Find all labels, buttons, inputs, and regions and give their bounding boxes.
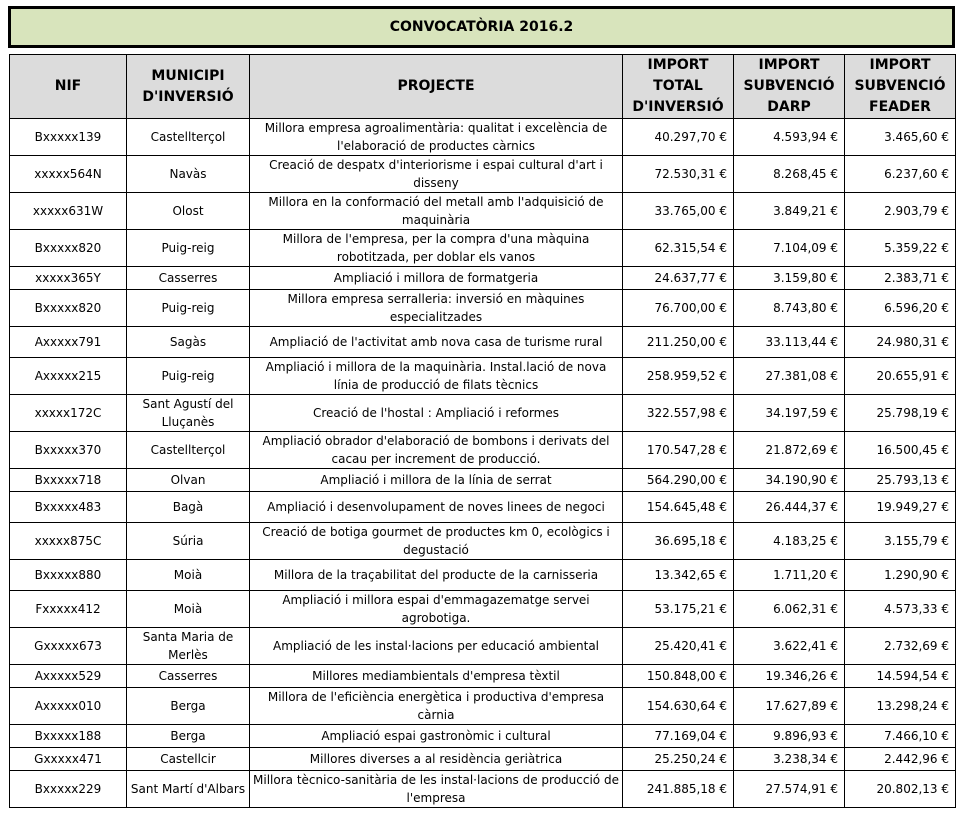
subvencio-darp-cell: 21.872,69 € xyxy=(734,432,845,469)
import-total-cell: 154.645,48 € xyxy=(623,492,734,523)
subvencio-feader-cell: 13.298,24 € xyxy=(845,688,956,725)
subvencio-darp-cell: 3.622,41 € xyxy=(734,628,845,665)
table-row xyxy=(10,432,956,469)
projecte-cell: Ampliació de l'activitat amb nova casa de turisme rural xyxy=(250,327,623,358)
table-row xyxy=(10,395,956,432)
municipi-cell: Moià xyxy=(127,560,250,591)
projecte-cell: Ampliació obrador d'elaboració de bombons i derivats del cacau per increment de producció. xyxy=(250,432,623,469)
table-row xyxy=(10,327,956,358)
subvencio-darp-cell: 3.159,80 € xyxy=(734,267,845,290)
municipi-cell: Santa Maria de Merlès xyxy=(127,628,250,665)
subvencio-darp-cell: 1.711,20 € xyxy=(734,560,845,591)
header-row xyxy=(10,55,956,119)
nif-cell: Axxxxx791 xyxy=(10,327,127,358)
subvencio-darp-cell: 33.113,44 € xyxy=(734,327,845,358)
nif-cell: Gxxxxx471 xyxy=(10,748,127,771)
table-row xyxy=(10,560,956,591)
nif-cell: Bxxxxx188 xyxy=(10,725,127,748)
projecte-cell: Millora de la traçabilitat del producte de la carnisseria xyxy=(250,560,623,591)
import-total-cell: 62.315,54 € xyxy=(623,230,734,267)
table-row xyxy=(10,628,956,665)
subvencio-feader-cell: 19.949,27 € xyxy=(845,492,956,523)
municipi-cell: Puig-reig xyxy=(127,230,250,267)
municipi-cell: Sant Agustí del Lluçanès xyxy=(127,395,250,432)
subvencio-feader-cell: 14.594,54 € xyxy=(845,665,956,688)
import-total-cell: 241.885,18 € xyxy=(623,771,734,808)
subvencio-feader-cell: 3.465,60 € xyxy=(845,119,956,156)
subvencio-feader-cell: 2.732,69 € xyxy=(845,628,956,665)
subvencio-darp-cell: 19.346,26 € xyxy=(734,665,845,688)
table-row xyxy=(10,119,956,156)
municipi-cell: Olvan xyxy=(127,469,250,492)
municipi-cell: Castellcir xyxy=(127,748,250,771)
projecte-cell: Creació de botiga gourmet de productes km 0, ecològics i degustació xyxy=(250,523,623,560)
projecte-cell: Ampliació i desenvolupament de noves linees de negoci xyxy=(250,492,623,523)
table-row xyxy=(10,688,956,725)
table-row xyxy=(10,591,956,628)
projecte-cell: Millora empresa agroalimentària: qualitat i excelència de l'elaboració de productes càrnics xyxy=(250,119,623,156)
municipi-cell: Puig-reig xyxy=(127,290,250,327)
nif-cell: Bxxxxx139 xyxy=(10,119,127,156)
municipi-cell: Bagà xyxy=(127,492,250,523)
subvencio-feader-cell: 2.383,71 € xyxy=(845,267,956,290)
nif-cell: Axxxxx215 xyxy=(10,358,127,395)
municipi-cell: Sagàs xyxy=(127,327,250,358)
subvencio-darp-cell: 3.849,21 € xyxy=(734,193,845,230)
import-total-cell: 76.700,00 € xyxy=(623,290,734,327)
import-total-cell: 25.250,24 € xyxy=(623,748,734,771)
import-total-cell: 25.420,41 € xyxy=(623,628,734,665)
subvencio-darp-cell: 27.381,08 € xyxy=(734,358,845,395)
table-row xyxy=(10,469,956,492)
projecte-cell: Millora empresa serralleria: inversió en màquines especialitzades xyxy=(250,290,623,327)
municipi-cell: Castellterçol xyxy=(127,432,250,469)
import-total-cell: 322.557,98 € xyxy=(623,395,734,432)
subvencio-feader-cell: 6.596,20 € xyxy=(845,290,956,327)
nif-cell: Fxxxxx412 xyxy=(10,591,127,628)
subvencio-feader-cell: 20.655,91 € xyxy=(845,358,956,395)
subvencio-darp-cell: 4.593,94 € xyxy=(734,119,845,156)
subvencio-feader-cell: 16.500,45 € xyxy=(845,432,956,469)
table-row xyxy=(10,290,956,327)
header-import-total: IMPORT TOTAL D'INVERSIÓ xyxy=(623,55,734,119)
subvencio-feader-cell: 4.573,33 € xyxy=(845,591,956,628)
subvencio-feader-cell: 6.237,60 € xyxy=(845,156,956,193)
header-subvencio-feader: IMPORT SUBVENCIÓ FEADER xyxy=(845,55,956,119)
import-total-cell: 13.342,65 € xyxy=(623,560,734,591)
projecte-cell: Ampliació i millora de la línia de serrat xyxy=(250,469,623,492)
subvencio-darp-cell: 6.062,31 € xyxy=(734,591,845,628)
municipi-cell: Casserres xyxy=(127,267,250,290)
projecte-cell: Creació de despatx d'interiorisme i espai cultural d'art i disseny xyxy=(250,156,623,193)
projecte-cell: Ampliació i millora de la maquinària. Instal.lació de nova línia de producció de filats tècnics xyxy=(250,358,623,395)
projecte-cell: Millora de l'eficiència energètica i productiva d'empresa càrnia xyxy=(250,688,623,725)
subvencio-darp-cell: 8.268,45 € xyxy=(734,156,845,193)
projecte-cell: Ampliació de les instal·lacions per educació ambiental xyxy=(250,628,623,665)
subvencio-feader-cell: 25.793,13 € xyxy=(845,469,956,492)
subvencio-feader-cell: 3.155,79 € xyxy=(845,523,956,560)
table-row xyxy=(10,156,956,193)
table-row xyxy=(10,748,956,771)
subvencio-feader-cell: 7.466,10 € xyxy=(845,725,956,748)
subvencio-darp-cell: 7.104,09 € xyxy=(734,230,845,267)
grants-table xyxy=(9,54,956,808)
nif-cell: xxxxx365Y xyxy=(10,267,127,290)
municipi-cell: Súria xyxy=(127,523,250,560)
table-row xyxy=(10,230,956,267)
header-projecte: PROJECTE xyxy=(250,55,623,119)
nif-cell: xxxxx631W xyxy=(10,193,127,230)
import-total-cell: 72.530,31 € xyxy=(623,156,734,193)
nif-cell: xxxxx172C xyxy=(10,395,127,432)
nif-cell: xxxxx875C xyxy=(10,523,127,560)
table-row xyxy=(10,267,956,290)
table-row xyxy=(10,771,956,808)
import-total-cell: 77.169,04 € xyxy=(623,725,734,748)
municipi-cell: Olost xyxy=(127,193,250,230)
import-total-cell: 40.297,70 € xyxy=(623,119,734,156)
import-total-cell: 33.765,00 € xyxy=(623,193,734,230)
table-title: CONVOCATÒRIA 2016.2 xyxy=(8,6,955,48)
subvencio-darp-cell: 34.190,90 € xyxy=(734,469,845,492)
import-total-cell: 53.175,21 € xyxy=(623,591,734,628)
nif-cell: Bxxxxx483 xyxy=(10,492,127,523)
subvencio-darp-cell: 9.896,93 € xyxy=(734,725,845,748)
municipi-cell: Puig-reig xyxy=(127,358,250,395)
subvencio-darp-cell: 8.743,80 € xyxy=(734,290,845,327)
projecte-cell: Ampliació i millora de formatgeria xyxy=(250,267,623,290)
import-total-cell: 154.630,64 € xyxy=(623,688,734,725)
projecte-cell: Millora tècnico-sanitària de les instal·lacions de producció de l'empresa xyxy=(250,771,623,808)
import-total-cell: 258.959,52 € xyxy=(623,358,734,395)
nif-cell: Bxxxxx880 xyxy=(10,560,127,591)
municipi-cell: Berga xyxy=(127,725,250,748)
projecte-cell: Millora de l'empresa, per la compra d'una màquina robotitzada, per doblar els vanos xyxy=(250,230,623,267)
import-total-cell: 211.250,00 € xyxy=(623,327,734,358)
nif-cell: Axxxxx010 xyxy=(10,688,127,725)
subvencio-darp-cell: 27.574,91 € xyxy=(734,771,845,808)
municipi-cell: Casserres xyxy=(127,665,250,688)
nif-cell: Bxxxxx370 xyxy=(10,432,127,469)
subvencio-feader-cell: 5.359,22 € xyxy=(845,230,956,267)
table-row xyxy=(10,193,956,230)
table-row xyxy=(10,523,956,560)
import-total-cell: 150.848,00 € xyxy=(623,665,734,688)
nif-cell: Gxxxxx673 xyxy=(10,628,127,665)
projecte-cell: Ampliació espai gastronòmic i cultural xyxy=(250,725,623,748)
table-row xyxy=(10,492,956,523)
subvencio-darp-cell: 17.627,89 € xyxy=(734,688,845,725)
subvencio-feader-cell: 2.903,79 € xyxy=(845,193,956,230)
import-total-cell: 36.695,18 € xyxy=(623,523,734,560)
subvencio-feader-cell: 24.980,31 € xyxy=(845,327,956,358)
municipi-cell: Moià xyxy=(127,591,250,628)
nif-cell: Bxxxxx229 xyxy=(10,771,127,808)
projecte-cell: Ampliació i millora espai d'emmagazematge servei agrobotiga. xyxy=(250,591,623,628)
nif-cell: xxxxx564N xyxy=(10,156,127,193)
import-total-cell: 564.290,00 € xyxy=(623,469,734,492)
municipi-cell: Navàs xyxy=(127,156,250,193)
table-row xyxy=(10,725,956,748)
nif-cell: Bxxxxx718 xyxy=(10,469,127,492)
projecte-cell: Millora en la conformació del metall amb l'adquisició de maquinària xyxy=(250,193,623,230)
municipi-cell: Berga xyxy=(127,688,250,725)
header-nif: NIF xyxy=(10,55,127,119)
projecte-cell: Millores mediambientals d'empresa tèxtil xyxy=(250,665,623,688)
subvencio-darp-cell: 26.444,37 € xyxy=(734,492,845,523)
subvencio-feader-cell: 2.442,96 € xyxy=(845,748,956,771)
table-body xyxy=(10,119,956,808)
subvencio-darp-cell: 34.197,59 € xyxy=(734,395,845,432)
municipi-cell: Sant Martí d'Albars xyxy=(127,771,250,808)
subvencio-feader-cell: 25.798,19 € xyxy=(845,395,956,432)
municipi-cell: Castellterçol xyxy=(127,119,250,156)
import-total-cell: 24.637,77 € xyxy=(623,267,734,290)
projecte-cell: Creació de l'hostal : Ampliació i reformes xyxy=(250,395,623,432)
subvencio-feader-cell: 20.802,13 € xyxy=(845,771,956,808)
nif-cell: Axxxxx529 xyxy=(10,665,127,688)
import-total-cell: 170.547,28 € xyxy=(623,432,734,469)
table-row xyxy=(10,358,956,395)
nif-cell: Bxxxxx820 xyxy=(10,230,127,267)
subvencio-feader-cell: 1.290,90 € xyxy=(845,560,956,591)
subvencio-darp-cell: 3.238,34 € xyxy=(734,748,845,771)
projecte-cell: Millores diverses a al residència geriàtrica xyxy=(250,748,623,771)
nif-cell: Bxxxxx820 xyxy=(10,290,127,327)
header-municipi: MUNICIPI D'INVERSIÓ xyxy=(127,55,250,119)
subvencio-darp-cell: 4.183,25 € xyxy=(734,523,845,560)
table-row xyxy=(10,665,956,688)
header-subvencio-darp: IMPORT SUBVENCIÓ DARP xyxy=(734,55,845,119)
